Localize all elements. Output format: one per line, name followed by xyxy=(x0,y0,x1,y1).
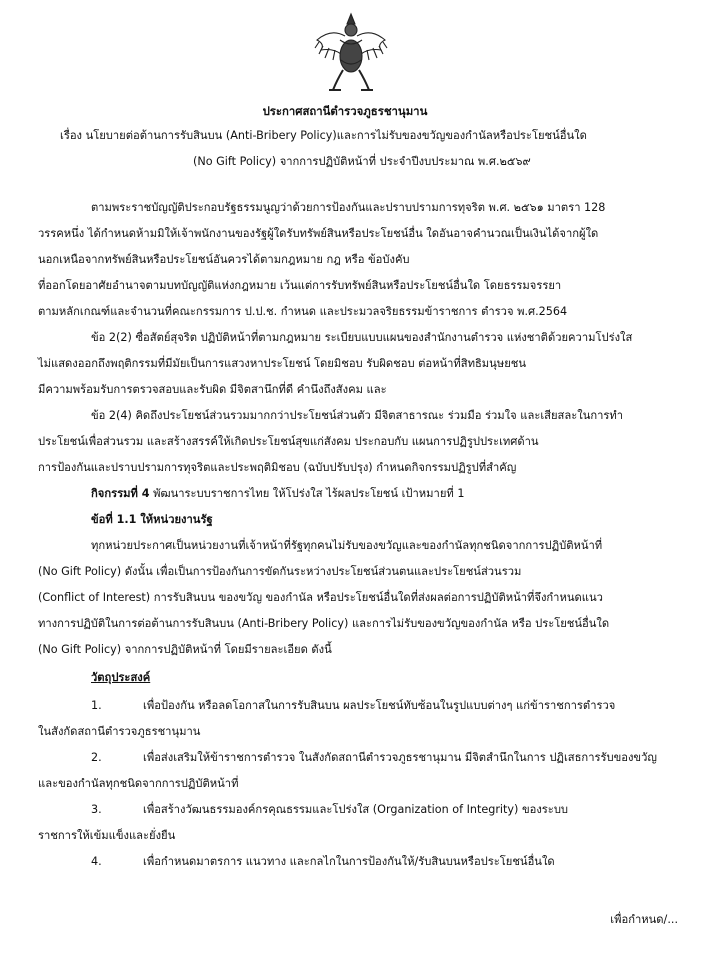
announce-line-4: ทางการปฏิบัติในการต่อต้านการรับสินบน (Anti-Bribery Policy) และการไม่รับของขวัญของกำนัล หรือ ประโยชน์อื่นใด xyxy=(38,617,610,630)
subject-line-1: เรื่อง นโยบายต่อต้านการรับสินบน (Anti-Bribery Policy)และการไม่รับของขวัญของกำนัลหรือประโยชน์อื่นใด xyxy=(60,129,587,142)
announce-line-2: (No Gift Policy) ดังนั้น เพื่อเป็นการป้องกันการขัดกันระหว่างประโยชน์ส่วนตนและประโยชน์ส่วนรวม xyxy=(38,565,522,578)
objectives-heading: วัตถุประสงค์ xyxy=(91,671,151,684)
objective-2-line-1: เพื่อส่งเสริมให้ข้าราชการตำรวจ ในสังกัดสถานีตำรวจภูธรชานุมาน มีจิตสำนึกในการ ปฏิเสธการรับของขวัญ xyxy=(143,751,657,764)
garuda-emblem-icon xyxy=(311,10,391,96)
intro-line-3: นอกเหนือจากทรัพย์สินหรือประโยชน์อันควรได้ตามกฎหมาย กฎ หรือ ข้อบังคับ xyxy=(38,253,410,266)
objective-1-number: 1. xyxy=(91,699,102,712)
clause-2-2-line-1: ข้อ 2(2) ซื่อสัตย์สุจริต ปฏิบัติหน้าที่ตามกฎหมาย ระเบียบแบบแผนของสำนักงานตำรวจ แห่งชาติด้วยความโปร่งใส xyxy=(91,331,633,344)
objective-1-line-1: เพื่อป้องกัน หรือลดโอกาสในการรับสินบน ผลประโยชน์ทับซ้อนในรูปแบบต่างๆ แก่ข้าราชการตำรวจ xyxy=(143,699,616,712)
intro-line-5: ตามหลักเกณฑ์และจำนวนที่คณะกรรมการ ป.ป.ช. กำหนด และประมวลจริยธรรมข้าราชการ ตำรวจ พ.ศ.2564 xyxy=(38,305,568,318)
objective-3-line-1: เพื่อสร้างวัฒนธรรมองค์กรคุณธรรมและโปร่งใส (Organization of Integrity) ของระบบ xyxy=(143,803,569,816)
continuation-note: เพื่อกำหนด/... xyxy=(610,913,678,926)
item-1-1-heading: ข้อที่ 1.1 ให้หน่วยงานรัฐ xyxy=(91,513,213,526)
document-title: ประกาศสถานีตำรวจภูธรชานุมาน xyxy=(262,104,428,118)
clause-2-4-line-2: ประโยชน์เพื่อส่วนรวม และสร้างสรรค์ให้เกิดประโยชน์สุขแก่สังคม ประกอบกับ แผนการปฏิรูปประเทศด้าน xyxy=(38,435,539,448)
activity-text: พัฒนาระบบราชการไทย ให้โปร่งใส ไร้ผลประโยชน์ เป้าหมายที่ 1 xyxy=(149,487,465,500)
objective-3-line-2: ราชการให้เข้มแข็งและยั่งยืน xyxy=(38,829,176,842)
announce-line-3: (Conflict of Interest) การรับสินบน ของขวัญ ของกำนัล หรือประโยชน์อื่นใดที่ส่งผลต่อการปฏิบัติหน้าที่จึงกำหนดแนว xyxy=(38,591,603,604)
objective-2-number: 2. xyxy=(91,751,102,764)
subject-line-2: (No Gift Policy) จากการปฏิบัติหน้าที่ ประจำปีงบประมาณ พ.ศ.๒๕๖๙ xyxy=(193,155,531,168)
objective-4-line-1: เพื่อกำหนดมาตรการ แนวทาง และกลไกในการป้องกันให้/รับสินบนหรือประโยชน์อื่นใด xyxy=(143,855,555,868)
intro-line-4: ที่ออกโดยอาศัยอำนาจตามบทบัญญัติแห่งกฎหมาย เว้นแต่การรับทรัพย์สินหรือประโยชน์อื่นใด โดยธรรมจรรยา xyxy=(38,279,562,292)
intro-line-2: วรรคหนึ่ง ได้กำหนดห้ามมิให้เจ้าพนักงานของรัฐผู้ใดรับทรัพย์สินหรือประโยชน์อื่น ใดอันอาจคำนวณเป็นเงินได้จากผู้ใด xyxy=(38,227,599,240)
announce-line-1: ทุกหน่วยประกาศเป็นหน่วยงานที่เจ้าหน้าที่รัฐทุกคนไม่รับของขวัญและของกำนัลทุกชนิดจากการปฏิบัติหน้าที่ xyxy=(91,539,603,552)
announce-line-5: (No Gift Policy) จากการปฏิบัติหน้าที่ โดยมีรายละเอียด ดังนี้ xyxy=(38,643,332,656)
objective-4-number: 4. xyxy=(91,855,102,868)
activity-line xyxy=(91,486,464,502)
objective-1-line-2: ในสังกัดสถานีตำรวจภูธรชานุมาน xyxy=(38,725,201,738)
clause-2-4-line-1: ข้อ 2(4) คิดถึงประโยชน์ส่วนรวมมากกว่าประโยชน์ส่วนตัว มีจิตสาธารณะ ร่วมมือ ร่วมใจ และเสียสละในการทำ xyxy=(91,409,624,422)
intro-line-1: ตามพระราชบัญญัติประกอบรัฐธรรมนูญว่าด้วยการป้องกันและปราบปรามการทุจริต พ.ศ. ๒๕๖๑ มาตรา 128 xyxy=(91,201,606,214)
clause-2-2-line-3: มีความพร้อมรับการตรวจสอบและรับผิด มีจิตสานึกที่ดี คำนึงถึงสังคม และ xyxy=(38,383,387,396)
clause-2-2-line-2: ไม่แสดงออกถึงพฤติกรรมที่มีมัยเป็นการแสวงหาประโยชน์ โดยมิชอบ รับผิดชอบ ต่อหน้าที่สิทธิมนุษยชน xyxy=(38,357,526,370)
objective-3-number: 3. xyxy=(91,803,102,816)
objective-2-line-2: และของกำนัลทุกชนิดจากการปฏิบัติหน้าที่ xyxy=(38,777,239,790)
clause-2-4-line-3: การป้องกันและปราบปรามการทุจริตและประพฤติมิชอบ (ฉบับปรับปรุง) กำหนดกิจกรรมปฏิรูปที่สำคัญ xyxy=(38,461,517,474)
activity-label: กิจกรรมที่ 4 xyxy=(91,487,150,500)
